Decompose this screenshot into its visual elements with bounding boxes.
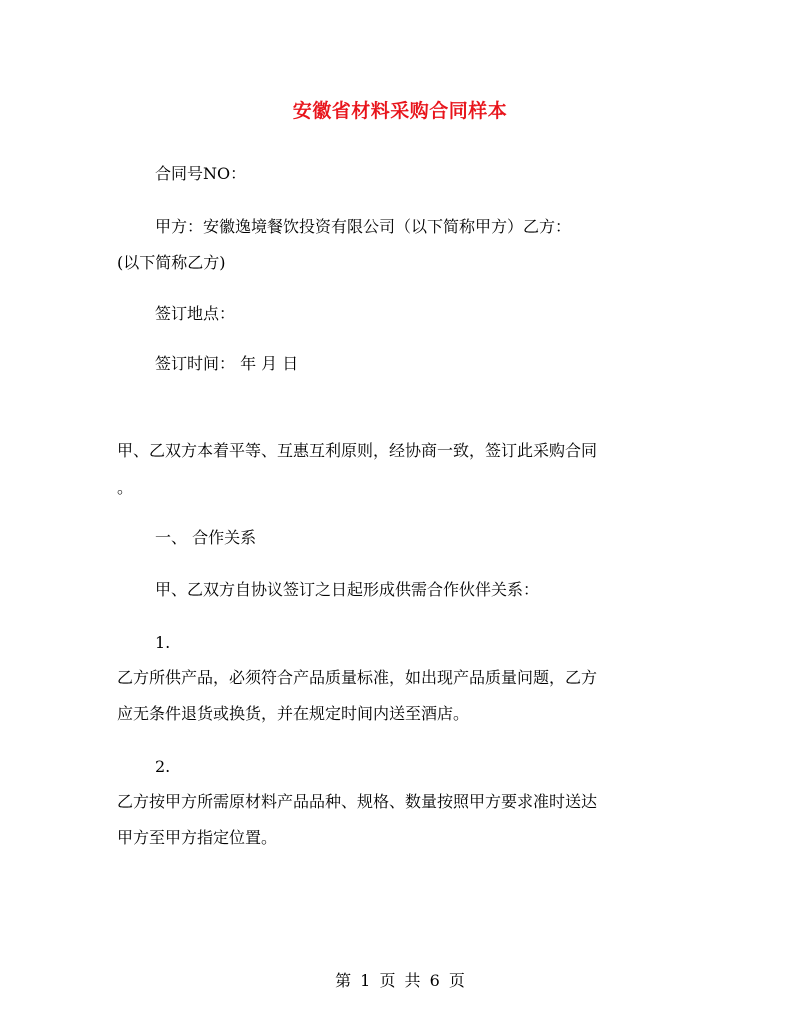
item-1-number: 1. bbox=[155, 633, 171, 652]
section-1-heading: 一、 合作关系 bbox=[155, 528, 257, 547]
item-2-number: 2. bbox=[155, 757, 171, 776]
item-2-line-1: 乙方按甲方所需原材料产品品种、规格、数量按照甲方要求准时送达 bbox=[117, 792, 598, 811]
contract-number-label: 合同号NO： bbox=[155, 164, 247, 183]
party-line-1: 甲方：安徽逸境餐饮投资有限公司（以下简称甲方）乙方： bbox=[155, 217, 572, 236]
intro-paragraph-line-1: 甲、乙双方本着平等、互惠互利原则，经协商一致，签订此采购合同 bbox=[117, 441, 598, 460]
item-1-line-1: 乙方所供产品，必须符合产品质量标准，如出现产品质量问题，乙方 bbox=[117, 668, 598, 687]
section-1-text: 甲、乙双方自协议签订之日起形成供需合作伙伴关系： bbox=[155, 580, 540, 599]
document-title: 安徽省材料采购合同样本 bbox=[292, 100, 508, 122]
sign-place-label: 签订地点： bbox=[155, 304, 236, 323]
intro-paragraph-line-2: 。 bbox=[117, 478, 134, 497]
party-line-2: (以下简称乙方) bbox=[117, 253, 226, 272]
sign-time-label: 签订时间： 年 月 日 bbox=[155, 354, 299, 373]
item-2-line-2: 甲方至甲方指定位置。 bbox=[117, 828, 278, 847]
page-indicator: 第 1 页 共 6 页 bbox=[335, 971, 465, 990]
item-1-line-2: 应无条件退货或换货，并在规定时间内送至酒店。 bbox=[117, 704, 470, 723]
